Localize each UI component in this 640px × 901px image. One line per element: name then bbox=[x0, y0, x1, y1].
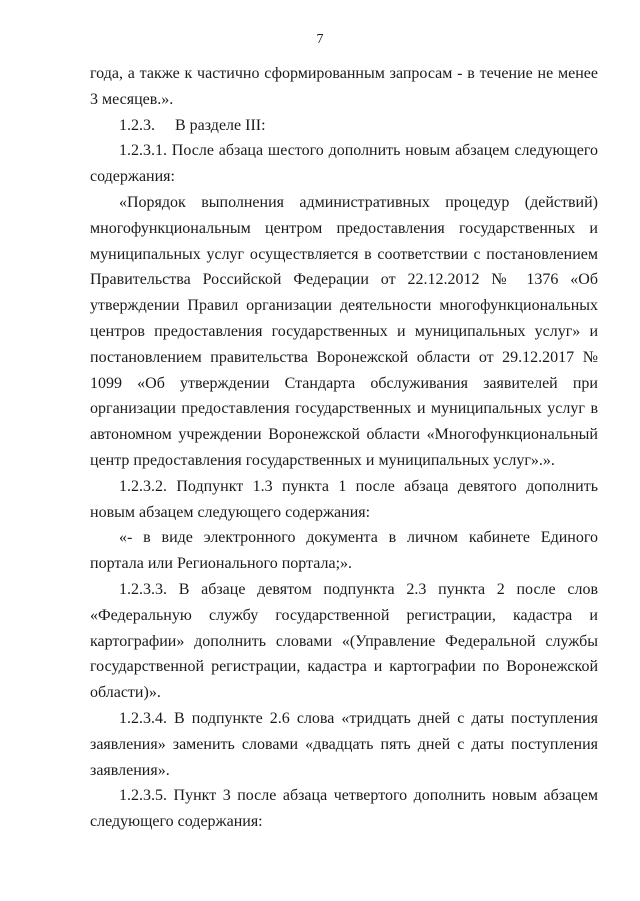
paragraph-1-2-3-3: 1.2.3.3. В абзаце девятом подпункта 2.3 пункта 2 после слов «Федеральную службу государственной регистрации, кадастра и картографии» дополнить словами «(Управление Федеральной службы государственной регистрации, кадастра и картографии по Воронежской области)». bbox=[90, 580, 598, 702]
section-heading bbox=[90, 113, 598, 139]
paragraph-1-2-3-4: 1.2.3.4. В подпункте 2.6 слова «тридцать дней с даты поступления заявления» заменить словами «двадцать пять дней с даты поступления заявления». bbox=[90, 709, 598, 779]
paragraph-1-2-3-1: 1.2.3.1. После абзаца шестого дополнить новым абзацем следующего содержания: bbox=[90, 142, 598, 186]
section-number: 1.2.3. bbox=[119, 116, 155, 134]
paragraph-1-2-3-5: 1.2.3.5. Пункт 3 после абзаца четвертого дополнить новым абзацем следующего содержания: bbox=[90, 787, 598, 831]
paragraph-quoted-procedure: «Порядок выполнения административных процедур (действий) многофункциональным центром предоставления государственных и муниципальных услуг осуществляется в соответствии с постановлением Правительства Российской Федерации от 22.12.2012 № 1376 «Об утверждении Правил организации деятельности многофункциональных центров предоставления государственных и муниципальных услуг» и постановлением правительства Воронежской области от 29.12.2017 № 1099 «Об утверждении Стандарта обслуживания заявителей при организации предоставления государственных и муниципальных услуг в автономном учреждении Воронежской области «Многофункциональный центр предоставления государственных и муниципальных услуг».». bbox=[90, 193, 598, 469]
section-heading-text: В разделе III: bbox=[175, 116, 266, 134]
paragraph-1-2-3-2: 1.2.3.2. Подпункт 1.3 пункта 1 после абзаца девятого дополнить новым абзацем следующего содержания: bbox=[90, 477, 598, 521]
paragraph-quoted-electronic-document: «- в виде электронного документа в личном кабинете Единого портала или Регионального портала;». bbox=[90, 529, 598, 573]
page-number: 7 bbox=[316, 32, 324, 47]
document-body bbox=[90, 61, 598, 835]
paragraph-continuation: года, а также к частично сформированным запросам - в течение не менее 3 месяцев.». bbox=[90, 65, 598, 108]
